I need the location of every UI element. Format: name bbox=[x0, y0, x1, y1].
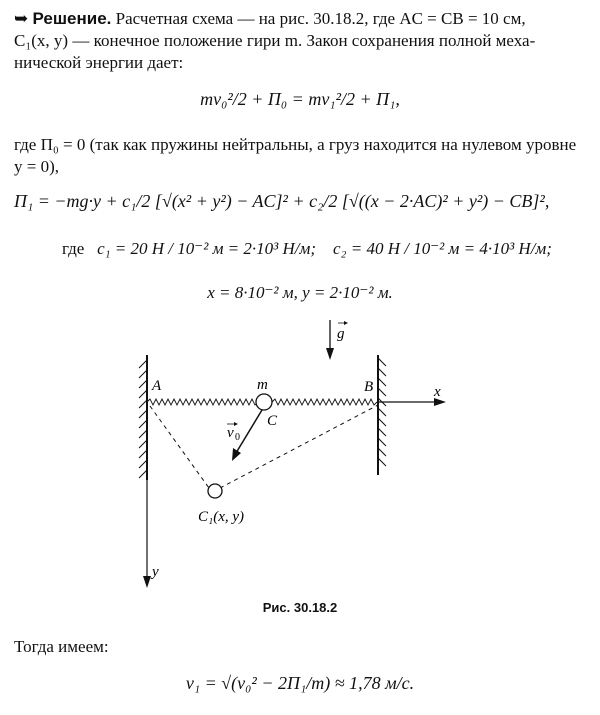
solution-line-2: C₁(x, y) — конечное положение гири m. Закон сохранения полной меха- bbox=[14, 31, 536, 50]
pi1-equation: Π₁ = −mg·y + c₁/2 [√(x² + y²) − AC]² + c₂/2 [√((x − 2·AC)² + y²) − CB]², bbox=[14, 191, 550, 211]
y-axis bbox=[143, 402, 151, 588]
label-v0-letter: v bbox=[227, 425, 234, 441]
mass-c bbox=[256, 394, 272, 410]
label-v0-sub: 0 bbox=[235, 432, 240, 443]
solution-paragraph bbox=[14, 8, 586, 74]
label-c: C bbox=[267, 413, 278, 429]
label-b: B bbox=[364, 379, 374, 395]
coordinates-line: x = 8·10⁻² м, y = 2·10⁻² м. bbox=[207, 283, 393, 302]
then-text: Тогда имеем: bbox=[14, 637, 109, 656]
solution-marker: ➥ bbox=[14, 9, 29, 28]
label-a: A bbox=[152, 378, 162, 394]
label-y: y bbox=[152, 564, 159, 580]
label-x: x bbox=[434, 384, 441, 400]
solution-line-3: нической энергии дает: bbox=[14, 53, 184, 72]
spring-constants-line bbox=[62, 238, 586, 260]
energy-equation: mv₀²/2 + Π₀ = mv₁²/2 + Π₁, bbox=[200, 89, 400, 109]
left-wall bbox=[139, 355, 147, 480]
label-v0 bbox=[227, 422, 240, 443]
figure bbox=[0, 310, 600, 620]
spring-cb bbox=[272, 399, 377, 405]
result-equation: v₁ = √(v₀² − 2Π₁/m) ≈ 1,78 м/с. bbox=[185, 673, 415, 693]
dashed-c1-b bbox=[220, 405, 378, 488]
mass-c1 bbox=[208, 484, 222, 498]
solution-line-1: Расчетная схема — на рис. 30.18.2, где AC = CB = 10 см, bbox=[115, 9, 526, 28]
where-label: где bbox=[62, 239, 85, 258]
c2-value: c₂ = 40 Н / 10⁻² м = 4·10³ Н/м; bbox=[333, 239, 552, 258]
solution-heading: Решение. bbox=[32, 9, 112, 28]
spring-ac bbox=[147, 399, 259, 405]
right-wall bbox=[378, 355, 386, 475]
where-paragraph: где Π₀ = 0 (так как пружины нейтральны, а груз находится на нулевом уровне y = 0), bbox=[14, 135, 577, 176]
c1-value: c₁ = 20 Н / 10⁻² м = 2·10³ Н/м; bbox=[97, 239, 317, 258]
label-c1: C₁(x, y) bbox=[198, 509, 245, 525]
figure-caption: Рис. 30.18.2 bbox=[262, 600, 338, 615]
label-g: g bbox=[337, 326, 345, 342]
dashed-a-c1 bbox=[150, 406, 209, 488]
label-m: m bbox=[257, 377, 268, 393]
